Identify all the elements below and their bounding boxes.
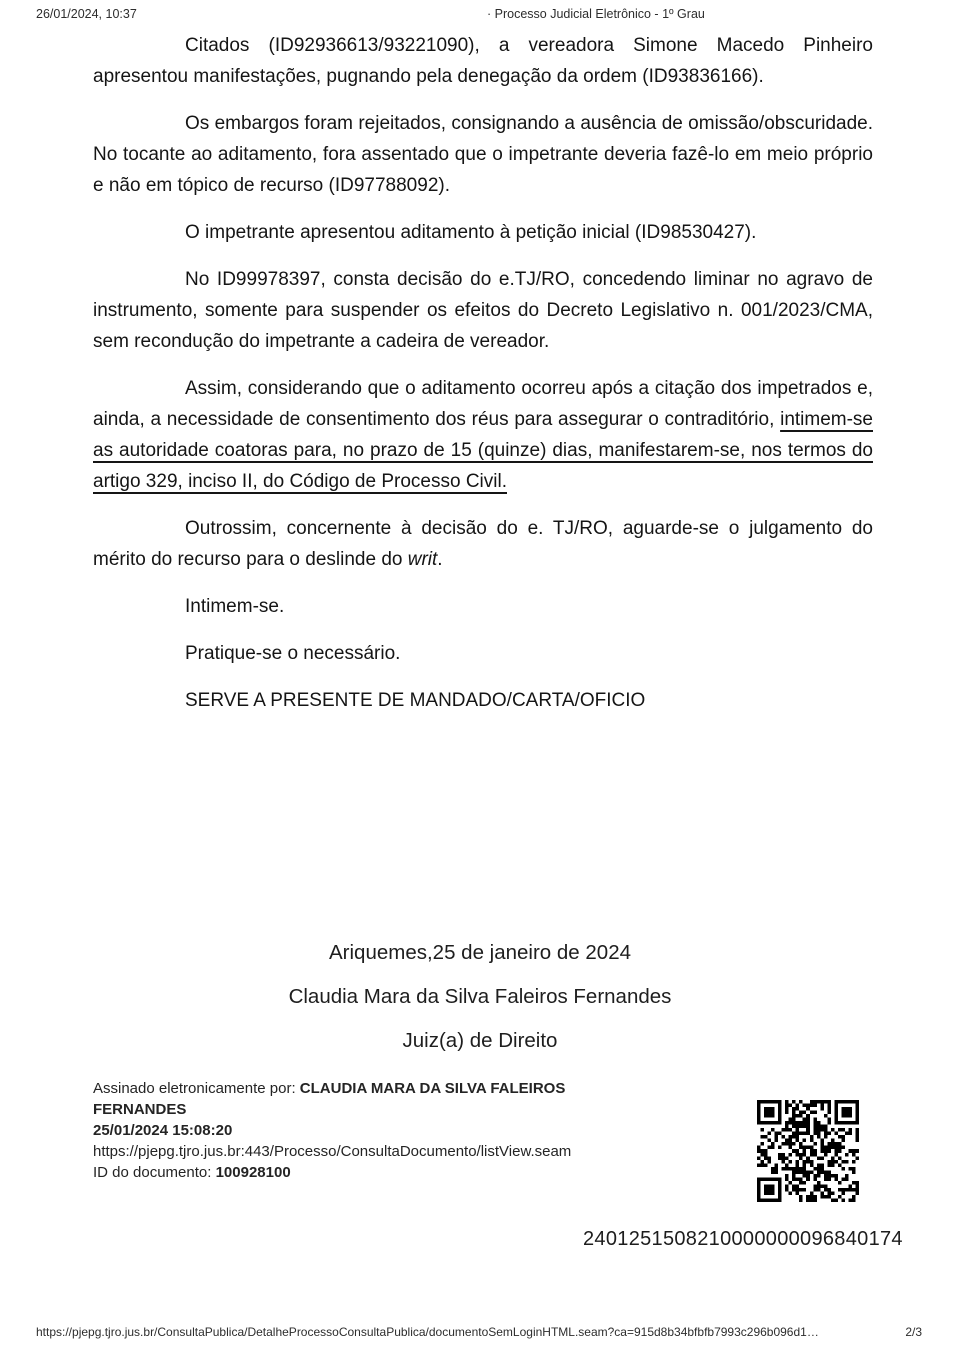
paragraph-text: Assim, considerando que o aditamento ocorreu após a citação dos impetrados e, ainda, a necessidade de consentimento dos réus para assegurar o contraditório, — [93, 378, 873, 430]
paragraph-text: . — [437, 549, 443, 570]
qr-code — [757, 1100, 859, 1202]
paragraph-text: Os embargos foram rejeitados, consignando a ausência de omissão/obscuridade. No tocante ao aditamento, fora assentado que o impetrante deveria fazê-lo em meio próprio e não em tópico de recurso (ID97788092). — [93, 113, 873, 196]
decision-body — [93, 30, 873, 716]
document-id-label: ID do documento: — [93, 1164, 216, 1181]
paragraph-decisao-tjro — [93, 264, 873, 357]
signed-datetime: 25/01/2024 15:08:20 — [93, 1122, 233, 1139]
document-id-value: 100928100 — [215, 1164, 291, 1181]
footer-url: https://pjepg.tjro.jus.br/ConsultaPublica/DetalheProcessoConsultaPublica/documentoSemLoginHTML.seam?ca=915d8b34bfbfb7993c296b096d1… — [36, 1325, 819, 1339]
verification-url: https://pjepg.tjro.jus.br:443/Processo/ConsultaDocumento/listView.seam — [93, 1143, 572, 1160]
paragraph-citados — [93, 30, 873, 92]
paragraph-text: O impetrante apresentou aditamento à petição inicial (ID98530427). — [185, 222, 757, 243]
paragraph-text: Outrossim, concernente à decisão do e. TJ/RO, aguarde-se o julgamento do mérito do recurso para o deslinde do — [93, 518, 873, 570]
closing-place-date: Ariquemes,25 de janeiro de 2024 — [328, 941, 631, 964]
signed-by-label: Assinado eletronicamente por: — [93, 1080, 300, 1097]
paragraph-outrossim — [93, 513, 873, 575]
closing-judge-name: Claudia Mara da Silva Faleiros Fernandes — [288, 985, 672, 1008]
paragraph-text: Citados (ID92936613/93221090), a vereadora Simone Macedo Pinheiro apresentou manifestações, pugnando pela denegação da ordem (ID93836166). — [93, 35, 873, 87]
validation-number: 2401251508210000000096840174 — [583, 1228, 903, 1250]
paragraph-intimem-se — [93, 591, 873, 622]
paragraph-text: No ID99978397, consta decisão do e.TJ/RO, concedendo liminar no agravo de instrumento, somente para suspender os efeitos do Decreto Legislativo n. 001/2023/CMA, sem recondução do impetrante a cadeira de vereador. — [93, 269, 873, 352]
document-id-line — [93, 1162, 653, 1183]
paragraph-text: Pratique-se o necessário. — [185, 643, 401, 664]
paragraph-text: Intimem-se. — [185, 596, 285, 617]
closing-judge-title: Juiz(a) de Direito — [402, 1029, 558, 1052]
paragraph-aditamento — [93, 217, 873, 248]
paragraph-embargos — [93, 108, 873, 201]
paragraph-underlined-order: intimem-se as autoridade coatoras para, no prazo de 15 (quinze) dias, manifestarem-se, nos termos do artigo 329, inciso II, do Código de Processo Civil. — [93, 409, 873, 492]
closing-block — [0, 941, 960, 1073]
paragraph-text: SERVE A PRESENTE DE MANDADO/CARTA/OFICIO — [185, 690, 646, 711]
signature-block — [93, 1078, 653, 1183]
paragraph-serve-mandado — [93, 685, 873, 716]
print-header-datetime: 26/01/2024, 10:37 — [36, 7, 137, 21]
print-header-title: · Processo Judicial Eletrônico - 1º Grau — [487, 7, 705, 21]
paragraph-italic-writ: writ — [407, 549, 438, 570]
footer-page-indicator: 2/3 — [905, 1325, 922, 1339]
paragraph-intimacao — [93, 373, 873, 497]
paragraph-pratique-se — [93, 638, 873, 669]
signed-by-name: CLAUDIA MARA DA SILVA FALEIROS FERNANDES — [93, 1080, 566, 1118]
